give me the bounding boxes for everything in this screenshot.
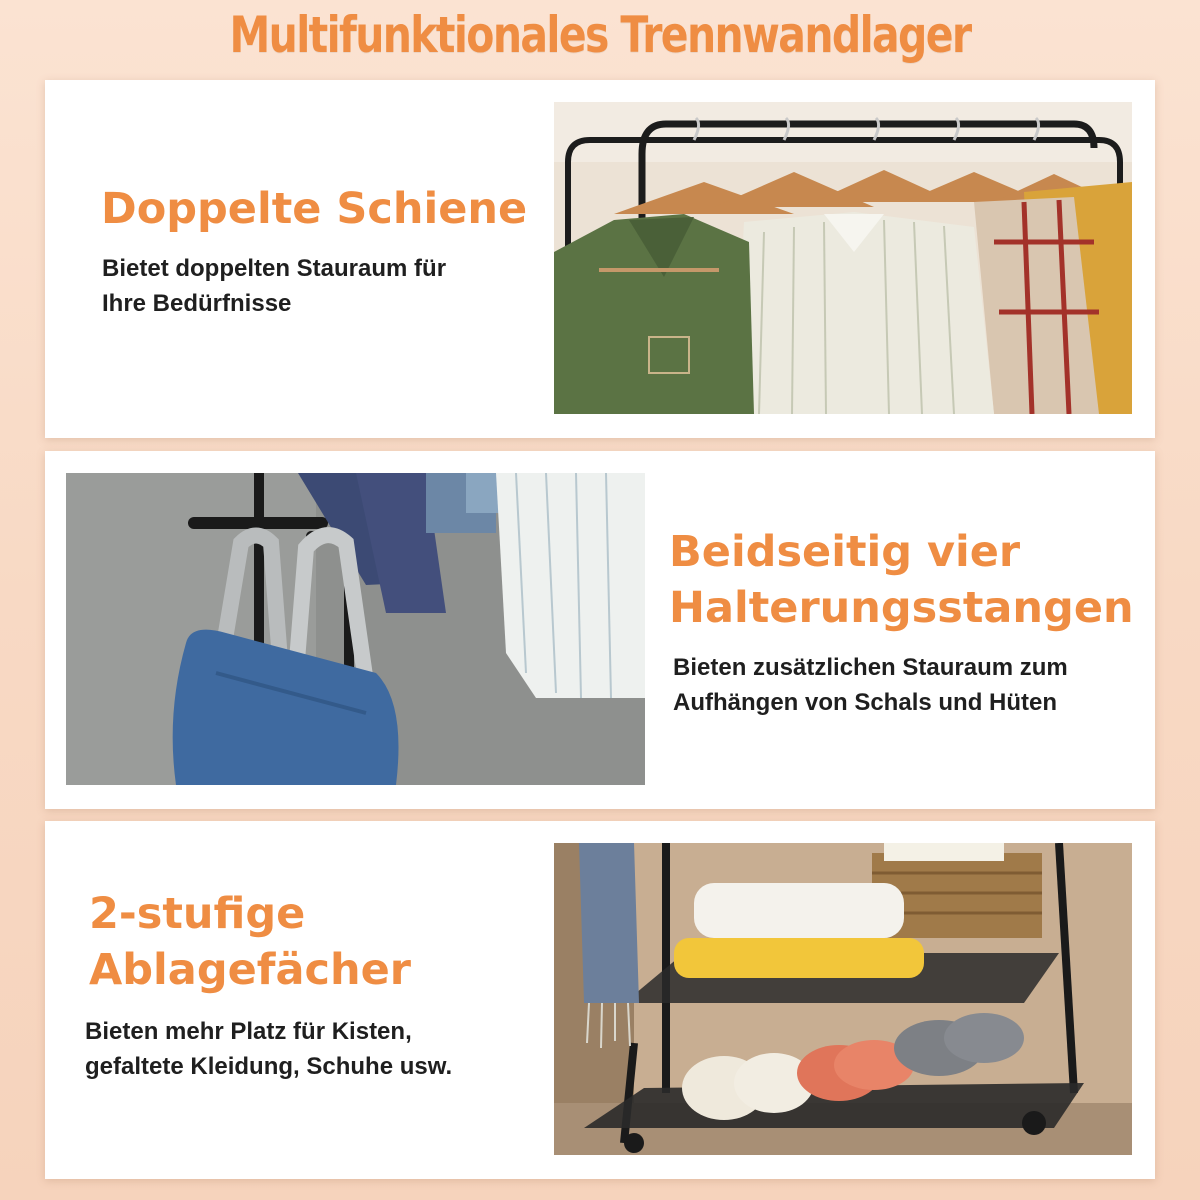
feature-heading: Beidseitig vier Halterungsstangen — [669, 527, 1134, 633]
feature-description: Bietet doppelten Stauraum für Ihre Bedürfnisse — [102, 255, 447, 317]
feature-panel-double-rail — [45, 80, 1155, 438]
feature-description: Bieten zusätzlichen Stauraum zum Aufhängen von Schals und Hüten — [673, 654, 1068, 716]
feature-heading: Doppelte Schiene — [101, 184, 528, 234]
page-title: Multifunktionales Trennwandlager — [229, 6, 971, 64]
feature-panel-side-hooks — [45, 451, 1155, 809]
bag-on-hook-photo — [66, 473, 645, 785]
feature-panel-shelves — [45, 821, 1155, 1179]
feature-description: Bieten mehr Platz für Kisten, gefaltete Kleidung, Schuhe usw. — [85, 1018, 453, 1080]
feature-heading: 2-stufige Ablagefächer — [89, 889, 411, 995]
shelves-photo — [554, 843, 1132, 1155]
clothes-rack-photo — [554, 102, 1132, 414]
